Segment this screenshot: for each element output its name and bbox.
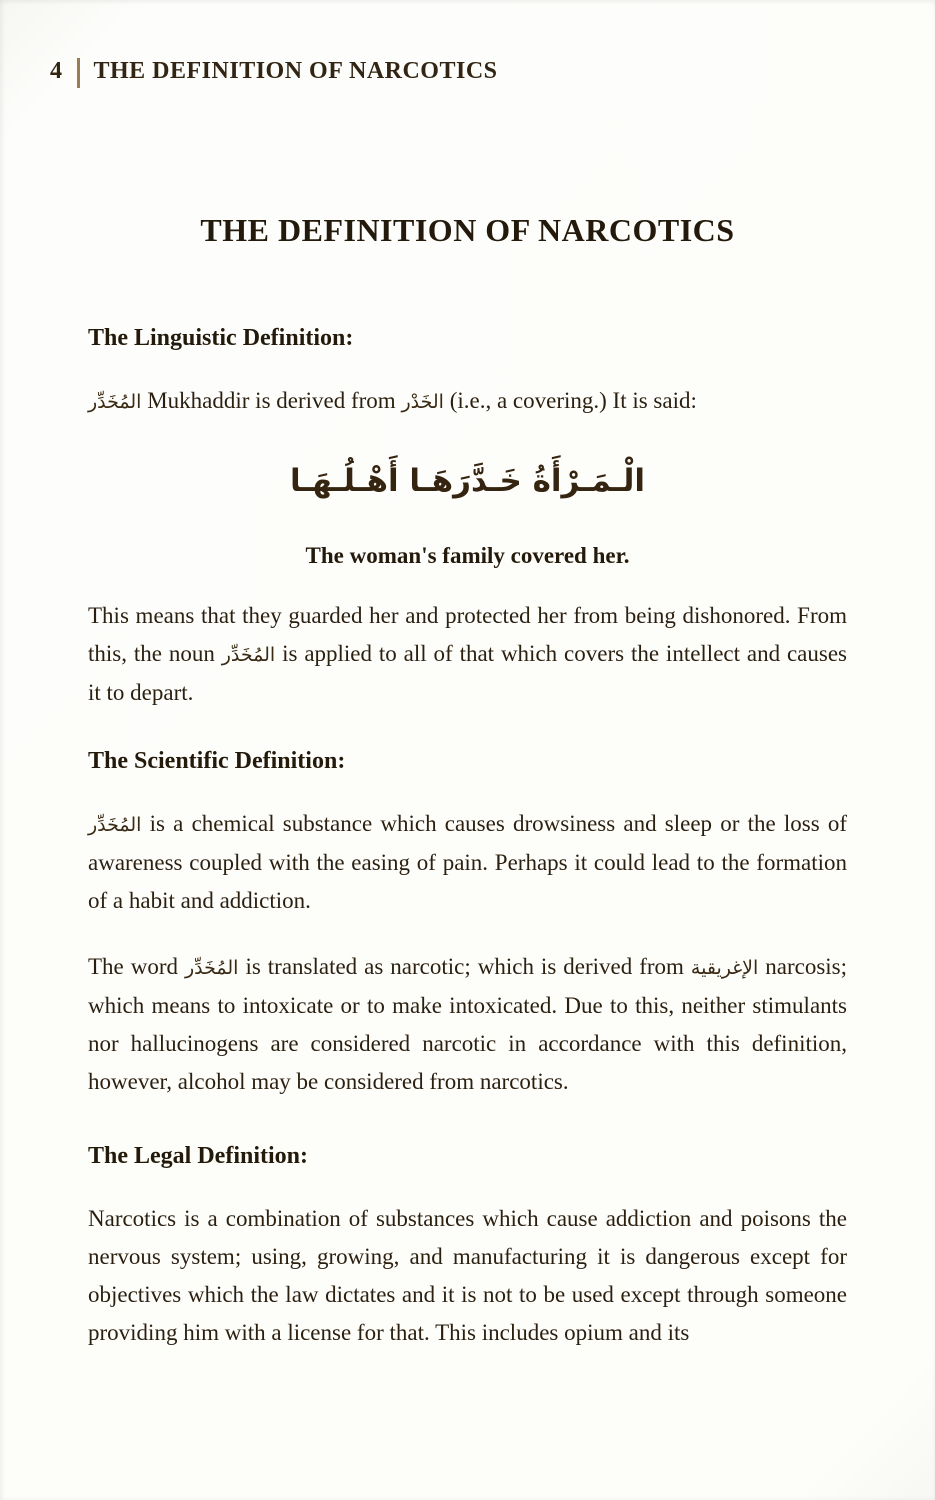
paragraph-meaning: [88, 597, 847, 712]
verse-translation: The woman's family covered her.: [305, 543, 630, 568]
text-run: is a chemical substance which causes drowsiness and sleep or the loss of awareness coupled with the easing of pain. Perhaps it could lead to the formation of a habit and addiction.: [88, 811, 847, 913]
running-title: THE DEFINITION OF NARCOTICS: [93, 58, 498, 84]
paragraph-derivation: [88, 382, 847, 421]
section-heading-legal: The Legal Definition:: [88, 1143, 308, 1169]
arabic-term-mukhaddir: المُخَدِّر: [221, 644, 276, 666]
section-heading-linguistic: The Linguistic Definition:: [88, 325, 354, 351]
text-run: narcosis; which means to intoxicate or to make intoxicated. Due to this, neither stimulants nor hallucinogens are considered narcotic in accordance with this definition, however, alcohol may be considered from narcotics.: [88, 954, 848, 1094]
header-divider: [77, 58, 80, 88]
text-run: Mukhaddir is derived from: [147, 388, 396, 413]
paragraph-legal: [88, 1200, 847, 1352]
arabic-term-khadr: الخَدْر: [401, 391, 444, 413]
paragraph-scientific-2: [88, 948, 847, 1101]
arabic-term-greek: الإغريقية: [690, 957, 759, 979]
paragraph-scientific-1: [88, 805, 847, 920]
text-run: is applied to all of that which covers the intellect and causes it to depart.: [88, 641, 847, 705]
text-run: This means that they guarded her and protected her from being dishonored. From this, the noun: [88, 603, 847, 666]
page-number: 4: [50, 58, 63, 84]
arabic-term-mukhaddir: المُخَدِّر: [185, 957, 239, 979]
arabic-verse: الْـمَـرْأَةُ خَـدَّرَهَـا أَهْـلُـهَـا: [289, 463, 646, 499]
section-heading-scientific: The Scientific Definition:: [88, 748, 346, 774]
text-run: is translated as narcotic; which is derived from: [245, 954, 684, 979]
arabic-term-mukhaddir: المُخَدِّر: [88, 814, 142, 836]
text-run: The word: [88, 954, 179, 979]
page-header: [50, 58, 847, 88]
text-run: Narcotics is a combination of substances which cause addiction and poisons the nervous system; using, growing, and manufacturing it is dangerous except for objectives which the law dictates and it is not to be used except through someone providing him with a license for that. This includes opium and its: [88, 1206, 847, 1345]
arabic-term-mukhaddir: المُخَدِّر: [88, 391, 142, 413]
chapter-title: THE DEFINITION OF NARCOTICS: [200, 212, 735, 248]
text-run: (i.e., a covering.) It is said:: [449, 388, 697, 413]
